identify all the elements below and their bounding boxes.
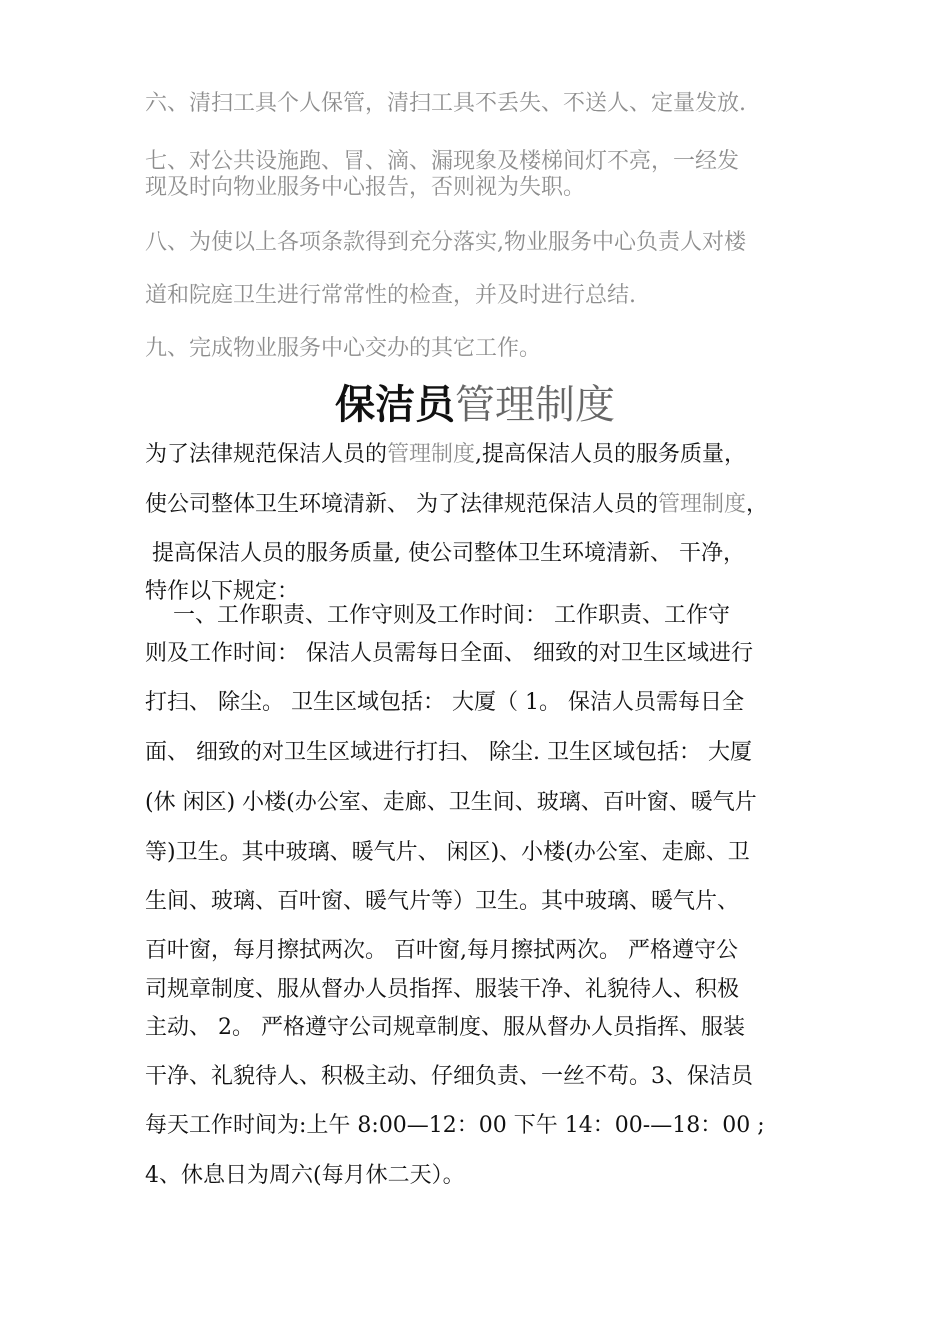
item-six: 六、清扫工具个人保管，清扫工具不丢失、不送人、定量发放. [145,91,746,116]
body-line: (休 闲区) 小楼(办公室、走廊、卫生间、玻璃、百叶窗、暖气片 [145,790,757,815]
intro-line1-link: 管理制度 [387,442,476,467]
body-line: 生间、玻璃、百叶窗、暖气片等）卫生。其中玻璃、暖气片、 [145,889,740,914]
item-seven-line1: 七、对公共设施跑、冒、滴、漏现象及楼梯间灯不亮，一经发 [145,149,740,174]
title-part1: 保洁员 [335,381,455,428]
body-line: 等)卫生。其中玻璃、暖气片、 闲区)、小楼(办公室、走廊、卫 [145,840,750,865]
body-line: 干净、礼貌待人、积极主动、仔细负责、一丝不苟。3、保洁员 [145,1064,753,1089]
body-line: 4、休息日为周六(每月休二天）。 [145,1163,465,1188]
intro-line3: 提高保洁人员的服务质量, 使公司整体卫生环境清新、 干净， [145,541,745,566]
intro-line2-a: 使公司整体卫生环境清新、 为了法律规范保洁人员的 [145,492,658,517]
item-nine: 九、完成物业服务中心交办的其它工作。 [145,336,542,361]
intro-line1 [145,442,746,468]
item-seven-line2: 现及时向物业服务中心报告，否则视为失职。 [145,175,586,200]
item-eight-line1: 八、为使以上各项条款得到充分落实,物业服务中心负责人对楼 [145,230,746,255]
page-title [0,381,950,429]
body-line: 则及工作时间： 保洁人员需每日全面、 细致的对卫生区域进行 [145,641,753,666]
item-eight-line2: 道和院庭卫生进行常常性的检查，并及时进行总结. [145,283,636,308]
intro-line2-link: 管理制度 [658,492,747,517]
title-part2: 管理制度 [455,382,615,428]
body-line: 百叶窗，每月擦拭两次。 百叶窗,每月擦拭两次。 严格遵守公 [145,938,738,963]
body-line: 主动、 2。 严格遵守公司规章制度、服从督办人员指挥、服装 [145,1015,745,1040]
intro-line1-a: 为了法律规范保洁人员的 [145,442,388,467]
intro-line2 [145,492,768,518]
body-line: 面、 细致的对卫生区域进行打扫、 除尘. 卫生区域包括： 大厦 [145,740,752,765]
body-line: 每天工作时间为:上午 8:00—12：00 下午 14：00-—18：00 ; [145,1113,765,1138]
body-line: 打扫、 除尘。 卫生区域包括： 大厦（ 1。 保洁人员需每日全 [145,690,744,715]
intro-line2-c: ， [746,492,769,517]
body-line: 司规章制度、服从督办人员指挥、服装干净、礼貌待人、积极 [145,977,740,1002]
body-line: 一、工作职责、工作守则及工作时间： 工作职责、工作守 [145,603,730,628]
intro-line1-c: ,提高保洁人员的服务质量， [475,442,747,467]
intro-line4: 特作以下规定： [145,579,300,604]
